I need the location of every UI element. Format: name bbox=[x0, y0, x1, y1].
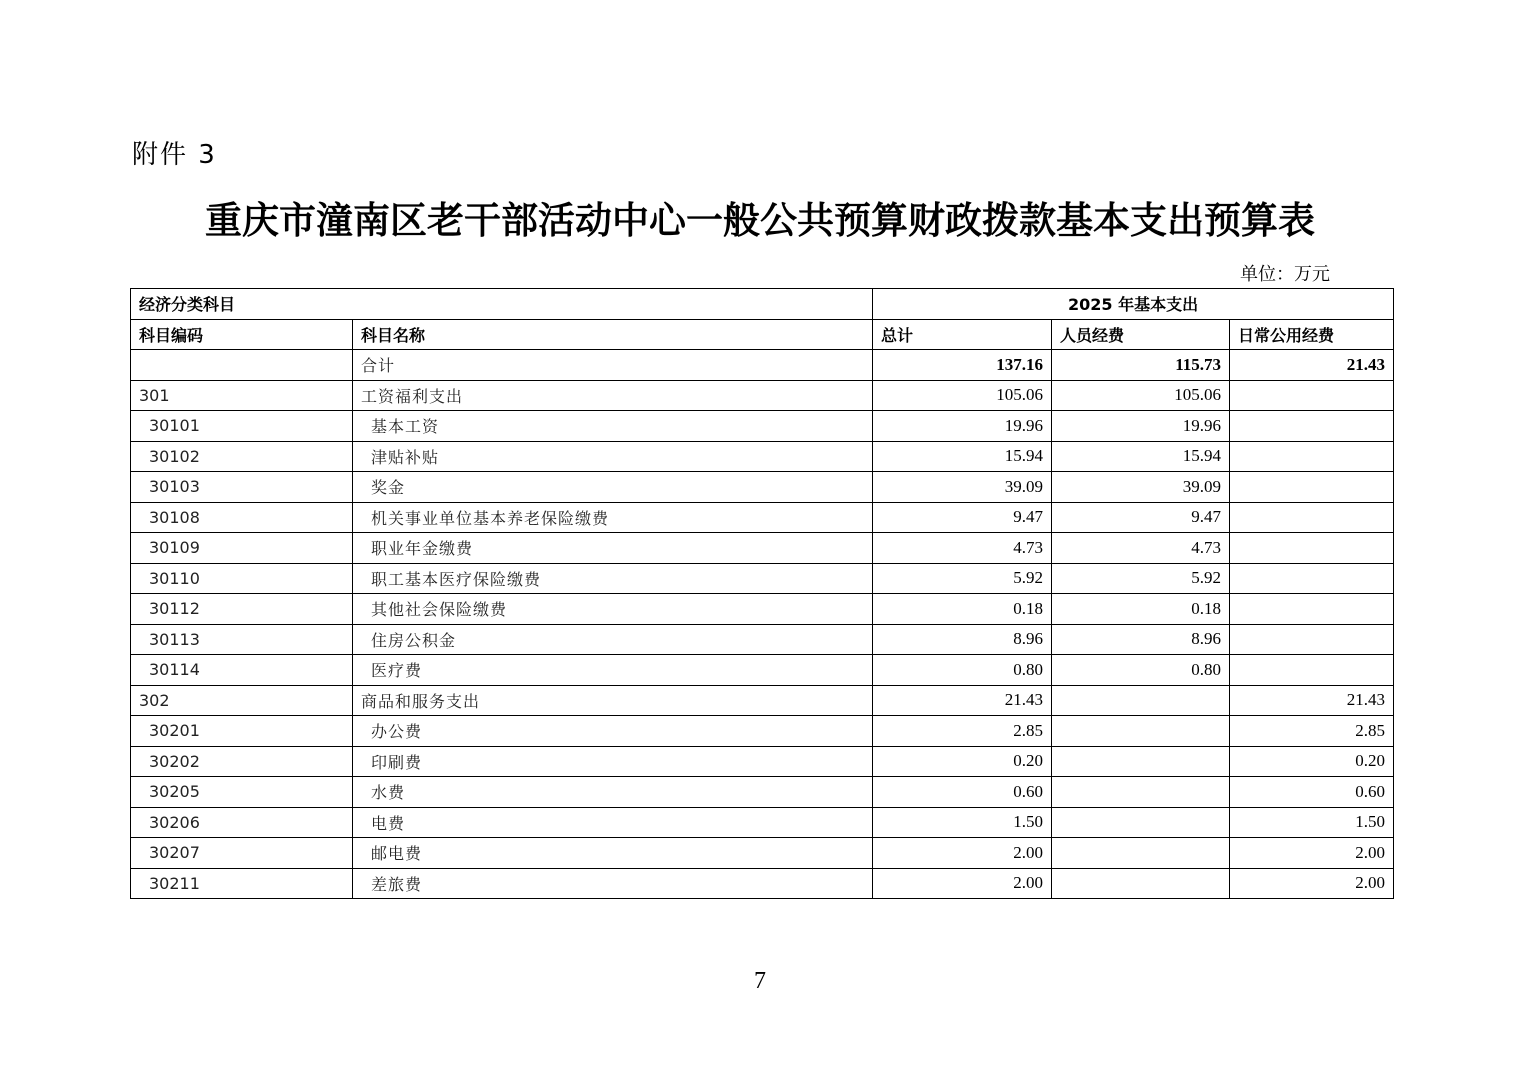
row-public bbox=[1230, 411, 1394, 442]
table-row bbox=[131, 594, 1394, 625]
summary-name: 合计 bbox=[353, 350, 873, 381]
header-name: 科目名称 bbox=[353, 319, 873, 350]
table-row bbox=[131, 655, 1394, 686]
row-total: 2.85 bbox=[873, 716, 1052, 747]
row-total: 4.73 bbox=[873, 533, 1052, 564]
row-personnel bbox=[1052, 838, 1230, 869]
table-row bbox=[131, 685, 1394, 716]
row-name: 印刷费 bbox=[353, 746, 873, 777]
row-total: 5.92 bbox=[873, 563, 1052, 594]
row-personnel: 0.80 bbox=[1052, 655, 1230, 686]
row-code: 30110 bbox=[131, 563, 353, 594]
header-category: 经济分类科目 bbox=[131, 289, 873, 320]
row-personnel bbox=[1052, 716, 1230, 747]
row-personnel bbox=[1052, 807, 1230, 838]
budget-table bbox=[130, 288, 1394, 899]
page-title: 重庆市潼南区老干部活动中心一般公共预算财政拨款基本支出预算表 bbox=[205, 198, 1315, 242]
row-code: 301 bbox=[131, 380, 353, 411]
row-total: 9.47 bbox=[873, 502, 1052, 533]
summary-public: 21.43 bbox=[1230, 350, 1394, 381]
row-total: 105.06 bbox=[873, 380, 1052, 411]
row-total: 2.00 bbox=[873, 838, 1052, 869]
row-total: 8.96 bbox=[873, 624, 1052, 655]
table-row bbox=[131, 472, 1394, 503]
row-personnel: 39.09 bbox=[1052, 472, 1230, 503]
row-name: 办公费 bbox=[353, 716, 873, 747]
row-code: 30101 bbox=[131, 411, 353, 442]
row-personnel: 9.47 bbox=[1052, 502, 1230, 533]
row-public bbox=[1230, 655, 1394, 686]
row-personnel bbox=[1052, 868, 1230, 899]
row-code: 30211 bbox=[131, 868, 353, 899]
row-code: 30108 bbox=[131, 502, 353, 533]
row-public: 2.85 bbox=[1230, 716, 1394, 747]
row-name: 其他社会保险缴费 bbox=[353, 594, 873, 625]
row-name: 津贴补贴 bbox=[353, 441, 873, 472]
row-public: 0.20 bbox=[1230, 746, 1394, 777]
row-public: 2.00 bbox=[1230, 868, 1394, 899]
row-code: 30103 bbox=[131, 472, 353, 503]
row-code: 30112 bbox=[131, 594, 353, 625]
table-row bbox=[131, 807, 1394, 838]
row-name: 住房公积金 bbox=[353, 624, 873, 655]
row-code: 30207 bbox=[131, 838, 353, 869]
row-name: 医疗费 bbox=[353, 655, 873, 686]
row-personnel bbox=[1052, 685, 1230, 716]
table-row bbox=[131, 777, 1394, 808]
table-row bbox=[131, 563, 1394, 594]
row-name: 职工基本医疗保险缴费 bbox=[353, 563, 873, 594]
row-name: 基本工资 bbox=[353, 411, 873, 442]
row-code: 30109 bbox=[131, 533, 353, 564]
table-row bbox=[131, 716, 1394, 747]
row-total: 2.00 bbox=[873, 868, 1052, 899]
row-public bbox=[1230, 502, 1394, 533]
row-code: 30102 bbox=[131, 441, 353, 472]
row-total: 0.60 bbox=[873, 777, 1052, 808]
row-name: 商品和服务支出 bbox=[353, 685, 873, 716]
header-personnel: 人员经费 bbox=[1052, 319, 1230, 350]
row-code: 30114 bbox=[131, 655, 353, 686]
table-row bbox=[131, 533, 1394, 564]
row-public bbox=[1230, 533, 1394, 564]
row-personnel bbox=[1052, 746, 1230, 777]
row-total: 15.94 bbox=[873, 441, 1052, 472]
header-row-2 bbox=[131, 319, 1394, 350]
row-name: 邮电费 bbox=[353, 838, 873, 869]
row-personnel: 4.73 bbox=[1052, 533, 1230, 564]
row-code: 30202 bbox=[131, 746, 353, 777]
row-total: 0.20 bbox=[873, 746, 1052, 777]
row-name: 职业年金缴费 bbox=[353, 533, 873, 564]
row-total: 1.50 bbox=[873, 807, 1052, 838]
attachment-label: 附件 3 bbox=[132, 140, 217, 170]
table-row bbox=[131, 380, 1394, 411]
row-name: 电费 bbox=[353, 807, 873, 838]
header-code: 科目编码 bbox=[131, 319, 353, 350]
row-personnel: 19.96 bbox=[1052, 411, 1230, 442]
table-row bbox=[131, 441, 1394, 472]
row-personnel: 0.18 bbox=[1052, 594, 1230, 625]
table-row bbox=[131, 838, 1394, 869]
row-code: 30205 bbox=[131, 777, 353, 808]
row-personnel: 8.96 bbox=[1052, 624, 1230, 655]
unit-label: 单位：万元 bbox=[1240, 264, 1330, 285]
row-code: 30113 bbox=[131, 624, 353, 655]
row-total: 39.09 bbox=[873, 472, 1052, 503]
row-personnel: 15.94 bbox=[1052, 441, 1230, 472]
row-code: 30206 bbox=[131, 807, 353, 838]
summary-row bbox=[131, 350, 1394, 381]
row-name: 差旅费 bbox=[353, 868, 873, 899]
row-code: 302 bbox=[131, 685, 353, 716]
row-personnel: 5.92 bbox=[1052, 563, 1230, 594]
row-total: 0.18 bbox=[873, 594, 1052, 625]
row-public bbox=[1230, 380, 1394, 411]
header-total: 总计 bbox=[873, 319, 1052, 350]
row-code: 30201 bbox=[131, 716, 353, 747]
row-name: 水费 bbox=[353, 777, 873, 808]
row-personnel: 105.06 bbox=[1052, 380, 1230, 411]
row-name: 工资福利支出 bbox=[353, 380, 873, 411]
table-row bbox=[131, 502, 1394, 533]
row-public bbox=[1230, 624, 1394, 655]
row-public: 2.00 bbox=[1230, 838, 1394, 869]
header-year-group: 2025 年基本支出 bbox=[873, 289, 1394, 320]
table-row bbox=[131, 868, 1394, 899]
summary-code bbox=[131, 350, 353, 381]
row-public bbox=[1230, 441, 1394, 472]
page-number: 7 bbox=[754, 968, 766, 994]
row-total: 21.43 bbox=[873, 685, 1052, 716]
table-row bbox=[131, 746, 1394, 777]
row-public: 1.50 bbox=[1230, 807, 1394, 838]
summary-total: 137.16 bbox=[873, 350, 1052, 381]
row-name: 奖金 bbox=[353, 472, 873, 503]
row-personnel bbox=[1052, 777, 1230, 808]
table-row bbox=[131, 624, 1394, 655]
row-name: 机关事业单位基本养老保险缴费 bbox=[353, 502, 873, 533]
row-public bbox=[1230, 594, 1394, 625]
table-row bbox=[131, 411, 1394, 442]
row-public: 21.43 bbox=[1230, 685, 1394, 716]
row-public bbox=[1230, 563, 1394, 594]
summary-personnel: 115.73 bbox=[1052, 350, 1230, 381]
header-public: 日常公用经费 bbox=[1230, 319, 1394, 350]
row-public bbox=[1230, 472, 1394, 503]
row-total: 19.96 bbox=[873, 411, 1052, 442]
row-total: 0.80 bbox=[873, 655, 1052, 686]
header-row-1 bbox=[131, 289, 1394, 320]
row-public: 0.60 bbox=[1230, 777, 1394, 808]
